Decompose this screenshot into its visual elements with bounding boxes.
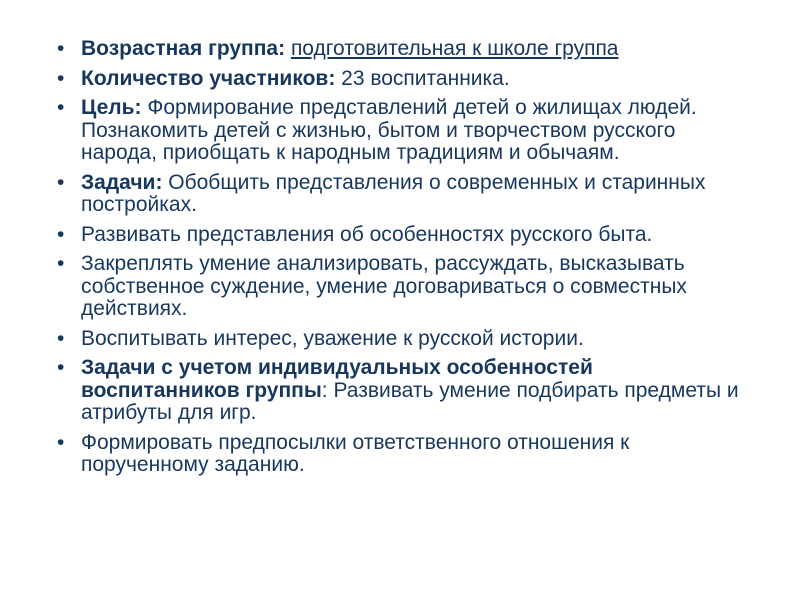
age-group-label: Возрастная группа — [81, 37, 279, 60]
participants-colon: : — [328, 66, 342, 90]
list-item-participants — [52, 68, 752, 91]
list-item-task-reinforce — [52, 253, 752, 321]
individual-tasks-value: Развивать умение подбирать предметы и атрибуты для игр. — [81, 378, 739, 424]
list-item-task-develop — [52, 224, 752, 247]
task-develop-text: Развивать представления об особенностях русского быта. — [81, 222, 653, 246]
list-item-tasks — [52, 172, 752, 217]
individual-tasks-colon: : — [321, 378, 334, 402]
goal-label: Цель — [81, 96, 135, 119]
list-item-task-educate — [52, 328, 752, 351]
age-group-colon: : — [278, 37, 291, 60]
goal-colon: : — [134, 96, 148, 119]
individual-tasks-label: Задачи с учетом индивидуальных особенностей воспитанников группы — [81, 356, 593, 402]
task-educate-text: Воспитывать интерес, уважение к русской истории. — [81, 326, 584, 350]
list-item-responsibility — [52, 432, 752, 477]
tasks-value: Обобщить представления о современных и старинных постройках. — [81, 170, 706, 216]
participants-value: 23 воспитанника. — [341, 66, 510, 90]
tasks-label: Задачи — [81, 170, 156, 194]
bullet-list — [52, 38, 752, 484]
responsibility-text: Формировать предпосылки ответственного отношения к порученному заданию. — [81, 430, 630, 476]
list-item-goal — [52, 97, 752, 165]
age-group-value: подготовительная к школе группа — [290, 37, 619, 60]
list-item-individual-tasks — [52, 357, 752, 425]
goal-value: Формирование представлений детей о жилищах людей. Познакомить детей с жизнью, бытом и творчеством русского народа, приобщать к народным традициям и обычаям. — [81, 96, 697, 164]
list-item-age-group — [52, 38, 752, 61]
task-reinforce-text: Закреплять умение анализировать, рассуждать, высказывать собственное суждение, умение договариваться о совместных действиях. — [81, 252, 687, 320]
participants-label: Количество участников — [81, 66, 329, 90]
tasks-colon: : — [155, 170, 169, 194]
